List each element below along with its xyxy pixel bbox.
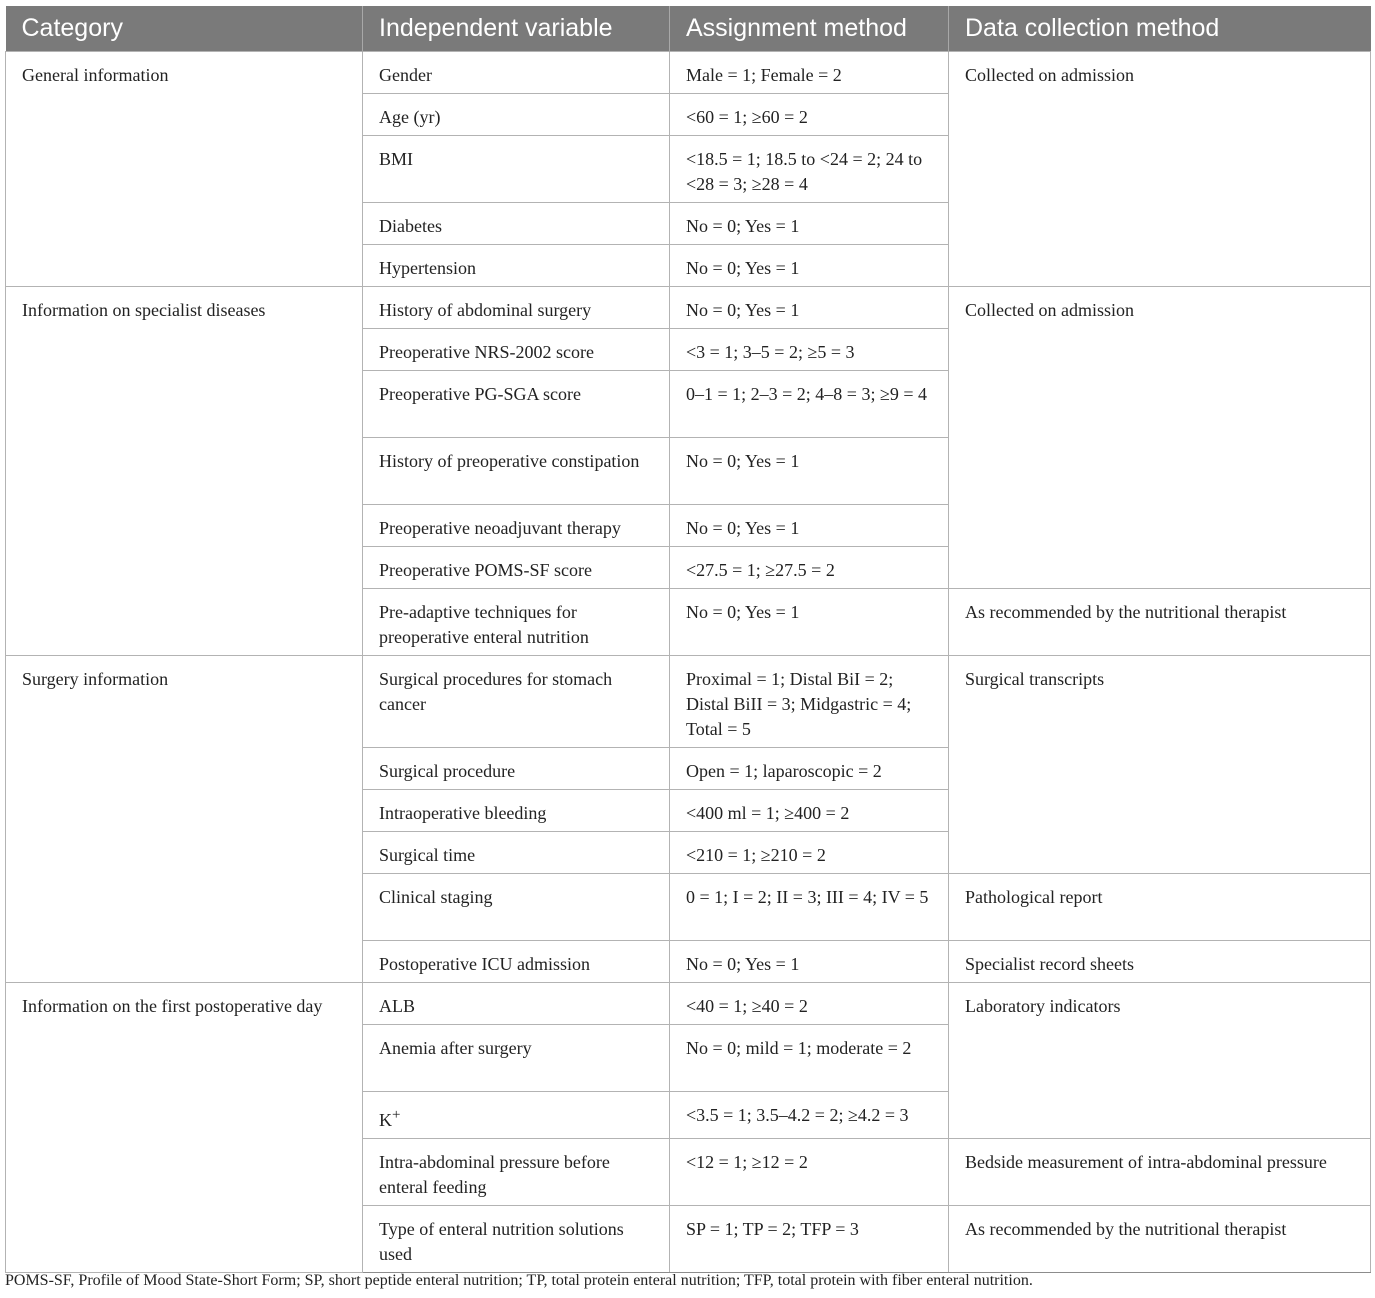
variable-cell: History of abdominal surgery	[363, 287, 670, 329]
variable-cell: Surgical time	[363, 832, 670, 874]
header-row	[6, 6, 1371, 52]
assignment-cell: No = 0; Yes = 1	[670, 438, 949, 505]
assignment-cell: No = 0; Yes = 1	[670, 203, 949, 245]
variables-table	[5, 6, 1371, 1273]
assignment-cell: 0 = 1; I = 2; II = 3; III = 4; IV = 5	[670, 874, 949, 941]
assignment-cell: No = 0; Yes = 1	[670, 245, 949, 287]
variable-cell: Preoperative PG-SGA score	[363, 371, 670, 438]
collection-cell: Bedside measurement of intra-abdominal pressure	[949, 1139, 1371, 1206]
variable-cell: Hypertension	[363, 245, 670, 287]
variable-cell: Diabetes	[363, 203, 670, 245]
assignment-cell: Male = 1; Female = 2	[670, 52, 949, 94]
superscript-plus: +	[392, 1107, 401, 1123]
assignment-cell: <3 = 1; 3–5 = 2; ≥5 = 3	[670, 329, 949, 371]
collection-cell: Surgical transcripts	[949, 656, 1371, 874]
collection-cell: Pathological report	[949, 874, 1371, 941]
assignment-cell: No = 0; Yes = 1	[670, 505, 949, 547]
assignment-cell: <60 = 1; ≥60 = 2	[670, 94, 949, 136]
variable-cell: Surgical procedure	[363, 748, 670, 790]
collection-cell: As recommended by the nutritional therapist	[949, 1206, 1371, 1273]
table-row	[6, 52, 1371, 94]
assignment-cell: Open = 1; laparoscopic = 2	[670, 748, 949, 790]
variable-cell: Intra-abdominal pressure before enteral feeding	[363, 1139, 670, 1206]
header-assignment-method: Assignment method	[670, 6, 949, 52]
variable-cell: Age (yr)	[363, 94, 670, 136]
table-footnote: POMS-SF, Profile of Mood State-Short Form; SP, short peptide enteral nutrition; TP, total protein enteral nutrition; TFP, total protein with fiber enteral nutrition.	[5, 1272, 1033, 1289]
assignment-cell: <400 ml = 1; ≥400 = 2	[670, 790, 949, 832]
assignment-cell: <3.5 = 1; 3.5–4.2 = 2; ≥4.2 = 3	[670, 1092, 949, 1139]
header-category: Category	[6, 6, 363, 52]
assignment-cell: No = 0; Yes = 1	[670, 589, 949, 656]
assignment-cell: <12 = 1; ≥12 = 2	[670, 1139, 949, 1206]
variable-cell: Preoperative neoadjuvant therapy	[363, 505, 670, 547]
variable-cell: Type of enteral nutrition solutions used	[363, 1206, 670, 1273]
collection-cell: Laboratory indicators	[949, 983, 1371, 1139]
assignment-cell: <210 = 1; ≥210 = 2	[670, 832, 949, 874]
variable-cell: Gender	[363, 52, 670, 94]
category-cell: Information on the first postoperative day	[6, 983, 363, 1273]
header-independent-variable: Independent variable	[363, 6, 670, 52]
category-cell: Surgery information	[6, 656, 363, 983]
collection-cell: As recommended by the nutritional therapist	[949, 589, 1371, 656]
assignment-cell: <27.5 = 1; ≥27.5 = 2	[670, 547, 949, 589]
variable-cell: Preoperative NRS-2002 score	[363, 329, 670, 371]
category-cell: General information	[6, 52, 363, 287]
header-data-collection-method: Data collection method	[949, 6, 1371, 52]
assignment-cell: SP = 1; TP = 2; TFP = 3	[670, 1206, 949, 1273]
variable-cell: BMI	[363, 136, 670, 203]
table-row	[6, 656, 1371, 748]
variable-cell: Intraoperative bleeding	[363, 790, 670, 832]
collection-cell: Collected on admission	[949, 52, 1371, 287]
variable-text: K	[379, 1110, 392, 1130]
table-row	[6, 287, 1371, 329]
variable-cell: Preoperative POMS-SF score	[363, 547, 670, 589]
variable-cell: ALB	[363, 983, 670, 1025]
assignment-cell: <18.5 = 1; 18.5 to <24 = 2; 24 to <28 = 3; ≥28 = 4	[670, 136, 949, 203]
variable-cell: Clinical staging	[363, 874, 670, 941]
collection-cell: Collected on admission	[949, 287, 1371, 589]
table-row	[6, 983, 1371, 1025]
variable-cell: Postoperative ICU admission	[363, 941, 670, 983]
variable-cell: Surgical procedures for stomach cancer	[363, 656, 670, 748]
category-cell: Information on specialist diseases	[6, 287, 363, 656]
variable-cell: Anemia after surgery	[363, 1025, 670, 1092]
table-container	[5, 6, 1370, 1273]
variable-cell	[363, 1092, 670, 1139]
assignment-cell: No = 0; Yes = 1	[670, 287, 949, 329]
assignment-cell: 0–1 = 1; 2–3 = 2; 4–8 = 3; ≥9 = 4	[670, 371, 949, 438]
collection-cell: Specialist record sheets	[949, 941, 1371, 983]
assignment-cell: Proximal = 1; Distal BiI = 2; Distal BiII = 3; Midgastric = 4; Total = 5	[670, 656, 949, 748]
variable-cell: History of preoperative constipation	[363, 438, 670, 505]
assignment-cell: No = 0; Yes = 1	[670, 941, 949, 983]
assignment-cell: No = 0; mild = 1; moderate = 2	[670, 1025, 949, 1092]
assignment-cell: <40 = 1; ≥40 = 2	[670, 983, 949, 1025]
table-body	[6, 52, 1371, 1273]
variable-cell: Pre-adaptive techniques for preoperative enteral nutrition	[363, 589, 670, 656]
table-header	[6, 6, 1371, 52]
